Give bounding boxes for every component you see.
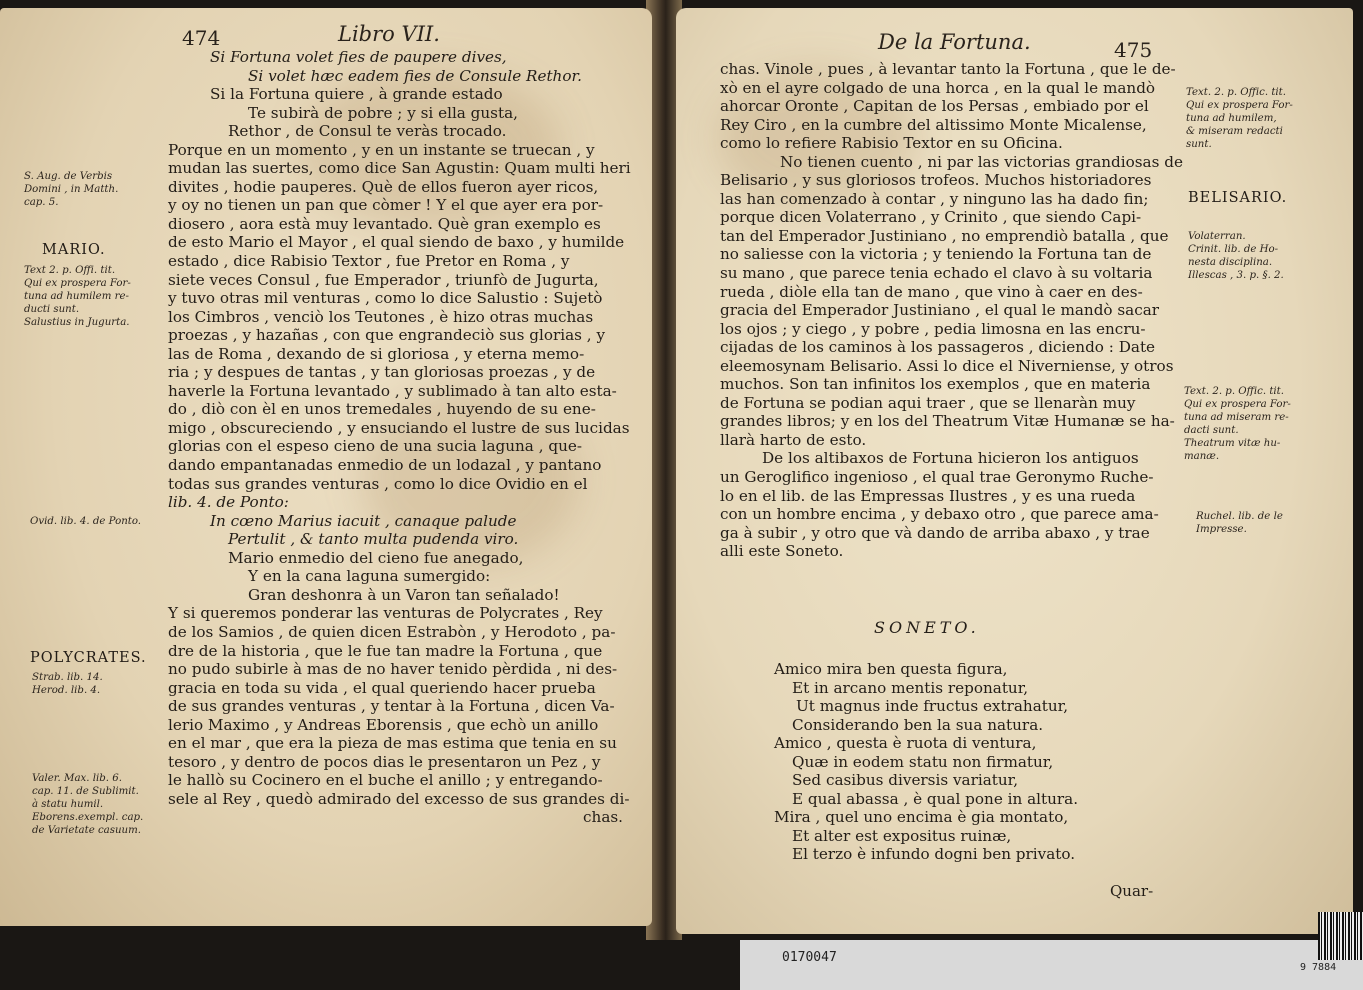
- margin-note-line: Impresse.: [1196, 524, 1247, 535]
- text-line: xò en el ayre colgado de una horca , en la qual le mandò: [720, 78, 1156, 97]
- text-line: ahorcar Oronte , Capitan de los Persas , embiado por el: [720, 97, 1149, 116]
- text-line: gracia en toda su vida , el qual queriendo hacer prueba: [168, 678, 596, 697]
- text-line: Rey Ciro , en la cumbre del altissimo Monte Micalense,: [720, 115, 1147, 134]
- text-line: los Cimbros , venciò los Teutones , è hizo otras muchas: [168, 307, 594, 326]
- text-line: Y si queremos ponderar las venturas de Polycrates , Rey: [168, 604, 603, 623]
- margin-note-line: à statu humil.: [32, 799, 104, 810]
- text-line: chas. Vinole , pues , à levantar tanto la Fortuna , que le de-: [720, 60, 1176, 78]
- margin-note-line: S. Aug. de Verbis: [24, 171, 113, 182]
- sonnet-line: Ut magnus inde fructus extrahatur,: [796, 697, 1069, 716]
- text-line: proezas , y hazañas , con que engrandeciò sus glorias , y: [168, 326, 606, 345]
- text-line: tesoro , y dentro de pocos dias le presentaron un Pez , y: [168, 752, 601, 771]
- barcode-icon: [1318, 912, 1363, 960]
- text-line: diosero , aora està muy levantado. Què gran exemplo es: [168, 214, 601, 233]
- catchword: Quar-: [1110, 882, 1154, 900]
- margin-note-line: Crinit. lib. de Ho-: [1188, 244, 1279, 255]
- margin-note-line: cap. 11. de Sublimit.: [32, 786, 139, 797]
- left-body-text: [168, 48, 631, 827]
- sonnet-line: Et alter est expositus ruinæ,: [792, 826, 1012, 845]
- text-line: en el mar , que era la pieza de mas estima que tenia en su: [168, 734, 617, 753]
- text-line: Si la Fortuna quiere , à grande estado: [210, 85, 503, 104]
- text-line: llarà harto de esto.: [720, 430, 867, 449]
- text-line: su mano , que parece tenia echado el clavo à su voltaria: [720, 264, 1153, 283]
- left-page-number: 474: [182, 26, 221, 50]
- text-line: chas.: [583, 808, 623, 827]
- sonnet-title: SONETO.: [874, 618, 980, 637]
- margin-note-line: cap. 5.: [24, 197, 59, 208]
- margin-note-theatrum: [1184, 385, 1291, 463]
- text-line: le hallò su Cocinero en el buche el anillo ; y entregando-: [168, 771, 603, 790]
- text-line: Y en la cana laguna sumergido:: [248, 567, 491, 586]
- text-line: de sus grandes venturas , y tentar à la Fortuna , dicen Va-: [168, 697, 615, 716]
- text-line: Mario enmedio del cieno fue anegado,: [228, 548, 524, 567]
- margin-note-line: Text. 2. p. Offic. tit.: [1184, 386, 1284, 397]
- left-page: [0, 8, 652, 926]
- sonnet-text: [774, 660, 1174, 864]
- barcode-digits: 9 7884: [1300, 962, 1337, 973]
- margin-note-line: Illescas , 3. p. §. 2.: [1188, 270, 1284, 281]
- text-line: ria ; y despues de tantas , y tan gloriosas proezas , y de: [168, 363, 596, 382]
- text-line: Porque en un momento , y en un instante se truecan , y: [168, 140, 595, 159]
- margin-note-line: Salustius in Jugurta.: [24, 317, 130, 328]
- margin-note-ruchel: [1196, 510, 1283, 536]
- margin-note-line: Ruchel. lib. de le: [1196, 511, 1283, 522]
- margin-note-line: tuna ad humilem re-: [24, 291, 129, 302]
- text-line: glorias con el espeso cieno de una sucia laguna , que-: [168, 437, 582, 456]
- text-line: Gran deshonra à un Varon tan señalado!: [248, 585, 560, 604]
- margin-note-augustine: [24, 170, 118, 209]
- margin-note-line: Qui ex prospera For-: [24, 278, 131, 289]
- text-line: eleemosynam Belisario. Assi lo dice el Niverniense, y otros: [720, 356, 1174, 375]
- text-line: alli este Soneto.: [720, 542, 844, 561]
- margin-note-line: Qui ex prospera For-: [1184, 399, 1291, 410]
- text-line: divites , hodie pauperes. Què de ellos fueron ayer ricos,: [168, 177, 599, 196]
- margin-note-line: ducti sunt.: [24, 304, 80, 315]
- margin-note-strabo: [32, 671, 103, 697]
- text-line: De los altibaxos de Fortuna hicieron los antiguos: [762, 449, 1139, 468]
- text-line: do , diò con èl en unos tremedales , huyendo de su ene-: [168, 400, 596, 419]
- sonnet-line: Mira , quel uno encima è gia montato,: [774, 808, 1069, 827]
- margin-note-line: de Varietate casuum.: [32, 825, 141, 836]
- text-line: de esto Mario el Mayor , el qual siendo de baxo , y humilde: [168, 233, 625, 252]
- text-line: haverle la Fortuna levantado , y sublimado à tan alto esta-: [168, 381, 617, 400]
- sonnet-line: Et in arcano mentis reponatur,: [792, 678, 1029, 697]
- text-line: y tuvo otras mil venturas , como lo dice Salustio : Sujetò: [168, 289, 603, 308]
- margin-note-line: & miseram redacti: [1186, 126, 1283, 137]
- text-line: Rethor , de Consul te veràs trocado.: [228, 122, 507, 141]
- text-line: migo , obscureciendo , y ensuciando el lustre de sus lucidas: [168, 418, 630, 437]
- margin-note-line: manæ.: [1184, 451, 1220, 462]
- sonnet-line: Amico mira ben questa figura,: [774, 660, 1008, 678]
- right-body-text: [720, 60, 1183, 561]
- margin-note-line: Qui ex prospera For-: [1186, 100, 1293, 111]
- margin-note-line: Strab. lib. 14.: [32, 672, 103, 683]
- sonnet-line: El terzo è infundo dogni ben privato.: [792, 845, 1076, 864]
- text-line: los ojos ; y ciego , y pobre , pedia limosna en las encru-: [720, 319, 1146, 338]
- text-line: Si Fortuna volet fies de paupere dives,: [210, 48, 507, 66]
- scan-footer-strip: [740, 940, 1363, 990]
- margin-note-line: Theatrum vitæ hu-: [1184, 438, 1281, 449]
- margin-note-line: Eborens.exempl. cap.: [32, 812, 144, 823]
- text-line: Pertulit , & tanto multa pudenda viro.: [228, 530, 519, 549]
- text-line: estado , dice Rabisio Textor , fue Pretor en Roma , y: [168, 252, 570, 271]
- text-line: porque dicen Volaterrano , y Crinito , que siendo Capi-: [720, 208, 1142, 227]
- text-line: tan del Emperador Justiniano , no emprendiò batalla , que: [720, 226, 1169, 245]
- margin-note-line: Volaterran.: [1188, 231, 1246, 242]
- right-running-head: De la Fortuna.: [878, 30, 1031, 54]
- text-line: lo en el lib. de las Empressas Ilustres , y es una rueda: [720, 486, 1136, 505]
- margin-note-line: dacti sunt.: [1184, 425, 1239, 436]
- text-line: Te subirà de pobre ; y si ella gusta,: [248, 103, 518, 122]
- margin-note-line: Ovid. lib. 4. de Ponto.: [30, 516, 142, 527]
- left-running-head: Libro VII.: [338, 22, 440, 46]
- text-line: y oy no tienen un pan que còmer ! Y el que ayer era por-: [168, 196, 604, 215]
- text-line: Si volet hæc eadem fies de Consule Rethor.: [248, 66, 582, 85]
- sonnet-line: Considerando ben la sua natura.: [792, 715, 1044, 734]
- margin-note-line: nesta disciplina.: [1188, 257, 1273, 268]
- margin-note-line: Domini , in Matth.: [24, 184, 119, 195]
- text-line: mudan las suertes, como dice San Agustin: Quam multi heri: [168, 159, 631, 178]
- text-line: In cœno Marius iacuit , canaque palude: [210, 511, 517, 530]
- text-line: las de Roma , dexando de si gloriosa , y eterna memo-: [168, 344, 585, 363]
- text-line: dre de la historia , que le fue tan madre la Fortuna , que: [168, 641, 603, 660]
- text-line: todas sus grandes venturas , como lo dice Ovidio en el: [168, 474, 588, 493]
- scan-id: 0170047: [782, 950, 837, 965]
- margin-note-ovid: [30, 515, 141, 528]
- text-line: las han comenzado à contar , y ninguno las ha dado fin;: [720, 189, 1149, 208]
- text-line: un Geroglifico ingenioso , el qual trae Geronymo Ruche-: [720, 468, 1154, 487]
- margin-note-textor-right: [1186, 86, 1293, 151]
- margin-note-line: Text 2. p. Offi. tit.: [24, 265, 116, 276]
- margin-note-line: sunt.: [1186, 139, 1212, 150]
- margin-note-line: Herod. lib. 4.: [32, 685, 101, 696]
- text-line: dando empantanadas enmedio de un lodazal , y pantano: [168, 456, 602, 475]
- margin-note-textor: [24, 264, 131, 329]
- margin-note-valerius: [32, 772, 143, 837]
- margin-note-line: Text. 2. p. Offic. tit.: [1186, 87, 1286, 98]
- margin-heading-polycrates: POLYCRATES.: [30, 650, 147, 666]
- sonnet-line: Sed casibus diversis variatur,: [792, 771, 1019, 790]
- right-page-number: 475: [1114, 38, 1153, 62]
- text-line: siete veces Consul , fue Emperador , triunfò de Jugurta,: [168, 270, 599, 289]
- text-line: con un hombre encima , y debaxo otro , que parece ama-: [720, 505, 1159, 524]
- text-line: grandes libros; y en los del Theatrum Vitæ Humanæ se ha-: [720, 412, 1175, 431]
- margin-note-volaterran: [1188, 230, 1284, 282]
- right-page: [676, 8, 1353, 934]
- text-line: de Fortuna se podian aqui traer , que se llenaràn muy: [720, 393, 1136, 412]
- text-line: No tienen cuento , ni par las victorias grandiosas de: [780, 152, 1183, 171]
- text-line: Belisario , y sus gloriosos trofeos. Muchos historiadores: [720, 171, 1152, 190]
- text-line: no pudo subirle à mas de no haver tenido pèrdida , ni des-: [168, 660, 618, 679]
- margin-note-line: tuna ad miseram re-: [1184, 412, 1289, 423]
- text-line: como lo refiere Rabisio Textor en su Oficina.: [720, 134, 1063, 153]
- text-line: rueda , diòle ella tan de mano , que vino à caer en des-: [720, 282, 1143, 301]
- text-line: sele al Rey , quedò admirado del excesso de sus grandes di-: [168, 789, 630, 808]
- text-line: de los Samios , de quien dicen Estrabòn , y Herodoto , pa-: [168, 622, 616, 641]
- margin-note-line: tuna ad humilem,: [1186, 113, 1277, 124]
- sonnet-line: Amico , questa è ruota di ventura,: [774, 734, 1037, 753]
- text-line: muchos. Son tan infinitos los exemplos , que en materia: [720, 375, 1151, 394]
- margin-heading-mario: MARIO.: [42, 242, 106, 258]
- text-line: lib. 4. de Ponto:: [168, 493, 289, 512]
- margin-heading-belisario: BELISARIO.: [1188, 190, 1288, 206]
- text-line: cijadas de los caminos à los passageros , diciendo : Date: [720, 338, 1156, 357]
- text-line: ga à subir , y otro que và dando de arriba abaxo , y trae: [720, 523, 1150, 542]
- text-line: no saliesse con la victoria ; y teniendo la Fortuna tan de: [720, 245, 1152, 264]
- sonnet-line: Quæ in eodem statu non firmatur,: [792, 752, 1054, 771]
- text-line: gracia del Emperador Justiniano , el qual le mandò sacar: [720, 301, 1160, 320]
- text-line: lerio Maximo , y Andreas Eborensis , que echò un anillo: [168, 715, 599, 734]
- margin-note-line: Valer. Max. lib. 6.: [32, 773, 122, 784]
- sonnet-line: E qual abassa , è qual pone in altura.: [792, 789, 1079, 808]
